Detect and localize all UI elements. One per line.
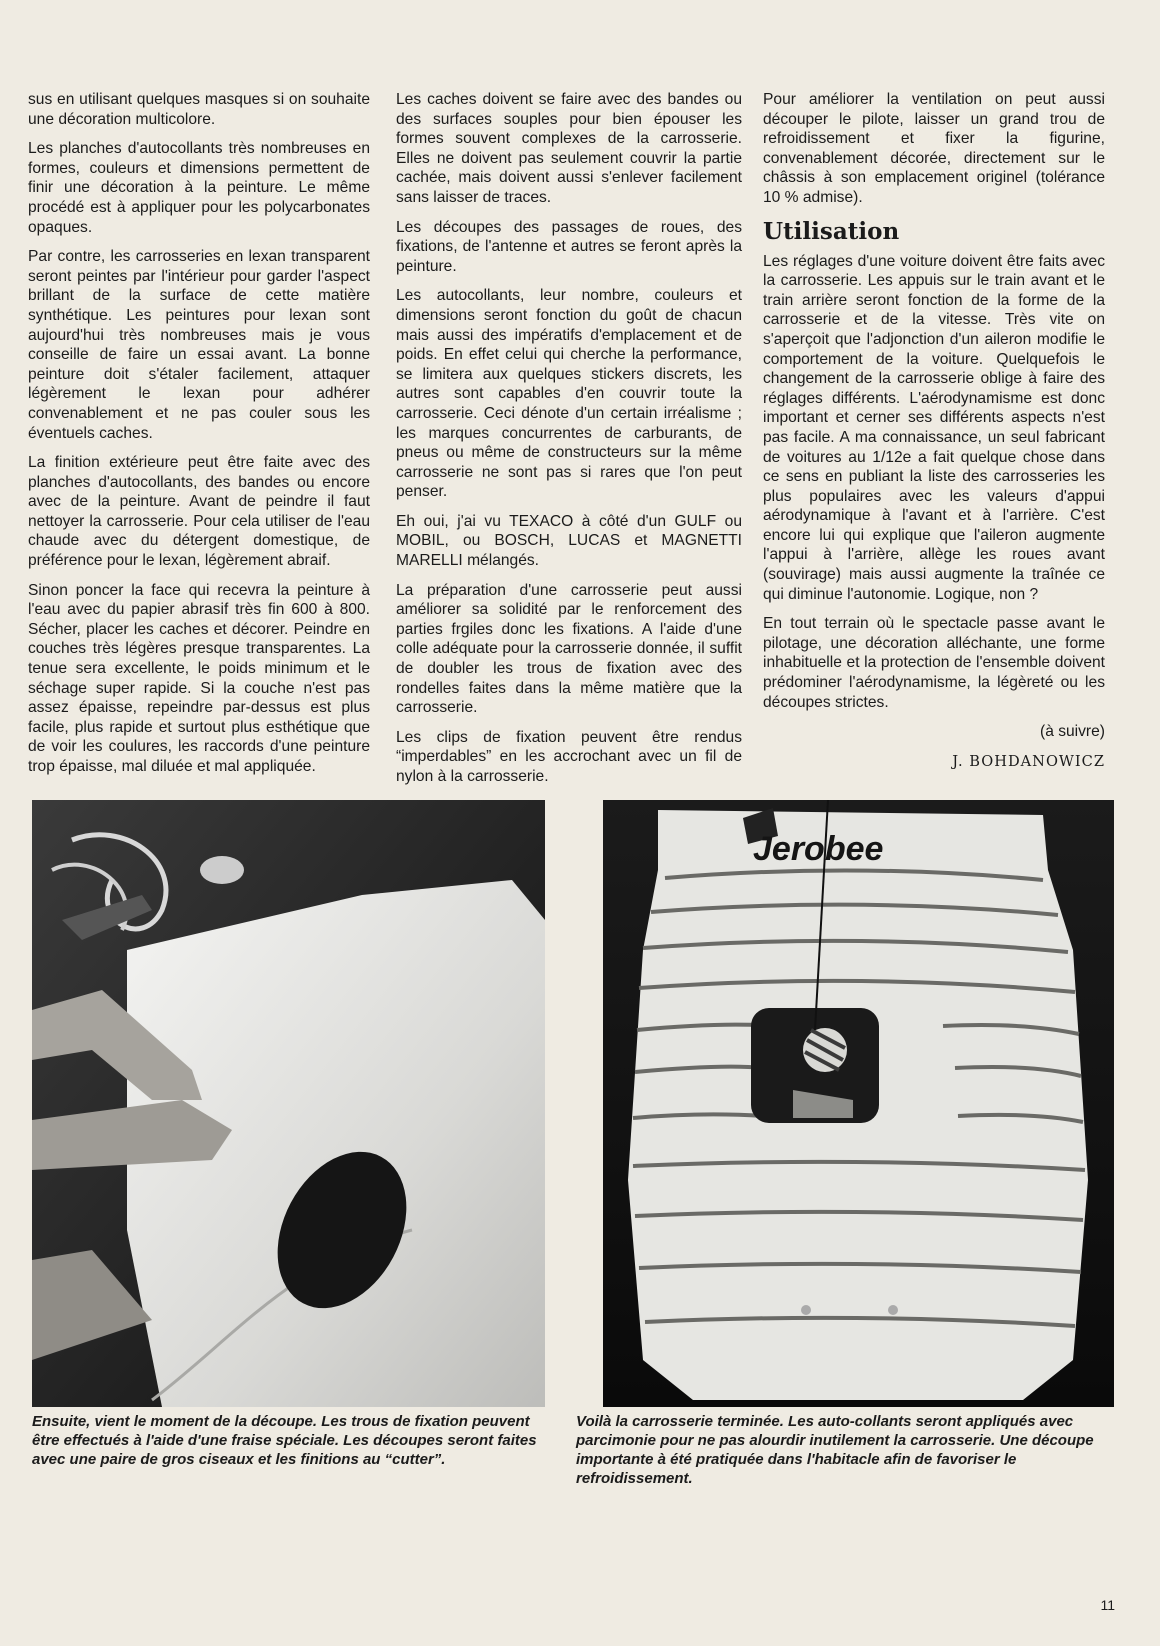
author-signature: J. BOHDANOWICZ [952, 752, 1105, 770]
paragraph: Les clips de fixation peuvent être rendus “imperdables” en les accrochant avec un fil de nylon à la carrosserie. [396, 728, 742, 785]
paragraph: La préparation d'une carrosserie peut aussi améliorer sa solidité par le renforcement des parties frgiles donc les fixations. A l'aide d'une colle adéquate pour la carrosserie donnée, il suffit de doubler les trous de fixation avec des rondelles faites dans la même matière que la carrosserie. [396, 581, 742, 717]
photo-finished-body-image [603, 800, 1114, 1407]
to-follow-note: (à suivre) [1040, 723, 1105, 741]
paragraph: En tout terrain où le spectacle passe avant le pilotage, une décoration alléchante, une forme inhabituelle et la protection de l'ensemble doivent prédominer l'aérodynamisme, la légèreté ou les découpes strictes. [763, 615, 1105, 711]
paragraph: Eh oui, j'ai vu TEXACO à côté d'un GULF ou MOBIL, ou BOSCH, LUCAS et MAGNETTI MARELLI mélangés. [396, 512, 742, 570]
paragraph: Les découpes des passages de roues, des fixations, de l'antenne et autres se feront après la peinture. [396, 218, 742, 275]
text-column-2 [396, 90, 742, 797]
paragraph: sus en utilisant quelques masques si on souhaite une décoration multicolore. [28, 91, 370, 128]
paragraph: Les réglages d'une voiture doivent être faits avec la carrosserie. Les appuis sur le train avant et le train arrière seront fonction de la forme de la carrosserie et de la vitesse. Très vite on s'aperçoit que l'adjonction d'un aileron modifie le comportement de la voiture. Quelquefois le changement de la carrosserie oblige à faire des réglages différents. L'aérodynamisme est donc important et cerner ses différents aspects n'est pas facile. A ma connaissance, un seul fabricant de voitures au 1/12e a fait quelque chose dans ce sens en publiant la liste des carrosseries les plus populaires avec les valeurs d'appui aérodynamique à l'avant et à l'arrière. C'est encore lui qui explique que l'aileron augmente l'appui à l'arrière, allège les roues avant (souvirage) mais aussi augmente la traînée ce qui diminue l'autonomie. Logique, non ? [763, 252, 1105, 603]
paragraph: Les caches doivent se faire avec des bandes ou des surfaces souples pour bien épouser les formes souvent complexes de la carrosserie. Elles ne doivent pas seulement couvrir la partie cachée, mais doivent aussi s'enlever facilement sans laisser de traces. [396, 91, 742, 206]
photo-body-cutting-image [32, 800, 545, 1407]
jerobee-logo: Jerobee [753, 830, 884, 868]
photo-finished-body [603, 800, 1114, 1407]
paragraph: Les autocollants, leur nombre, couleurs et dimensions seront fonction du goût de chacun mais aussi des impératifs d'emplacement et de poids. En effet celui qui cherche la performance, se limitera aux quelques stickers discrets, les autres sont capables d'en couvrir toute la carrosserie. Ceci dénote d'un certain irréalisme ; les marques concurrentes de carburants, de pneus ou même de constructeurs sur la même carrosserie ne sont pas si rares que l'on peut penser. [396, 287, 742, 501]
section-heading: Utilisation [763, 217, 900, 245]
paragraph: La finition extérieure peut être faite avec des planches d'autocollants, des bandes ou encore avec de la peinture. Avant de peindre il faut nettoyer la carrosserie. Pour cela utiliser de l'eau chaude avec du détergent domestique, de préférence pour le lexan, légèrement abraif. [28, 454, 370, 570]
paragraph: Par contre, les carrosseries en lexan transparent seront peintes par l'intérieur pour garder l'aspect brillant de la surface de cette matière synthétique. Les peintures pour lexan sont aujourd'hui très nombreuses mais je vous conseille de faire un essai avant. La bonne peinture doit s'étaler facilement, attaquer légèrement le lexan pour adhérer convenablement et ne pas couler sous les éventuels caches. [28, 248, 370, 442]
photo-body-cutting [32, 800, 545, 1407]
text-column-1 [28, 90, 370, 787]
paragraph: Pour améliorer la ventilation on peut aussi découper le pilote, laisser un grand trou de refroidissement et fixer la figurine, convenablement décorée, directement sur le châssis à son emplacement originel (tolérance 10 % admise). [763, 91, 1105, 206]
page-number: 11 [1100, 1597, 1115, 1613]
paragraph: Les planches d'autocollants très nombreuses en formes, couleurs et dimensions permettent de finir une décoration à la peinture. Le même procédé est à appliquer pour les polycarbonates opaques. [28, 140, 370, 236]
caption-right: Voilà la carrosserie terminée. Les auto-collants seront appliqués avec parcimonie pour ne pas alourdir inutilement la carrosserie. Une découpe importante à été pratiquée dans l'habitacle afin de favoriser le refroidissement. [576, 1413, 1094, 1487]
paragraph: Sinon poncer la face qui recevra la peinture à l'eau avec du papier abrasif très fin 600 à 800. Sécher, placer les caches et décorer. Peindre en couches très légères presque transparentes. La tenue sera excellente, le poids minimum et le séchage super rapide. Si la couche n'est pas assez épaisse, repeindre par-dessus est plus facile, plus rapide et surtout plus esthétique que de voir les coulures, les raccords d'une peinture trop épaisse, mal diluée et mal appliquée. [28, 581, 370, 775]
caption-left: Ensuite, vient le moment de la découpe. Les trous de fixation peuvent être effectués à l'aide d'une fraise spéciale. Les découpes seront faites avec une paire de gros ciseaux et les finitions au “cutter”. [32, 1413, 537, 1468]
text-column-3 [763, 90, 1105, 781]
